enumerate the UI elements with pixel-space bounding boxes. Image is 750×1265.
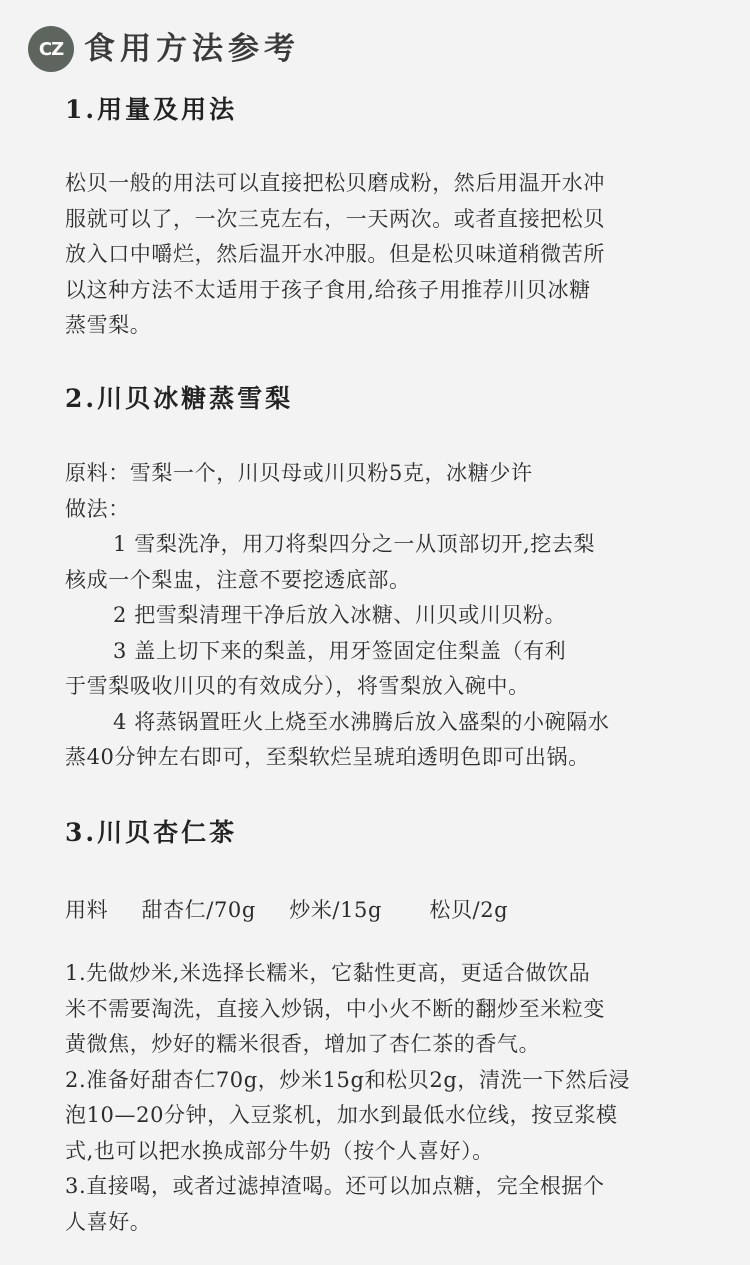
section-3-line: 米不需要淘洗，直接入炒锅，中小火不断的翻炒至米粒变 — [65, 996, 605, 1021]
ingredient-item: 松贝/2g — [429, 898, 509, 922]
section-2-ingredients: 原料：雪梨一个，川贝母或川贝粉5克，冰糖少许 — [65, 461, 533, 485]
section-3-line: 黄微焦，炒好的糯米很香，增加了杏仁茶的香气。 — [65, 1032, 541, 1056]
ingredient-item: 甜杏仁/70g — [141, 898, 256, 922]
header — [28, 24, 300, 74]
section-2-step: 2 把雪梨清理干净后放入冰糖、川贝或川贝粉。 — [113, 603, 567, 627]
section-3-line: 3.直接喝，或者过滤掉渣喝。还可以加点糖，完全根据个 — [65, 1174, 605, 1198]
section-3-ingredients — [65, 894, 508, 924]
section-2-method-label: 做法： — [65, 496, 130, 521]
brand-logo-text: CZ — [38, 38, 64, 60]
section-2-step: 于雪梨吸收川贝的有效成分），将雪梨放入碗中。 — [65, 674, 530, 698]
section-3-title: 3.川贝杏仁茶 — [65, 818, 238, 847]
section-2-step: 4 将蒸锅置旺火上烧至水沸腾后放入盛梨的小碗隔水 — [113, 709, 610, 734]
section-1-line: 服就可以了，一次三克左右，一天两次。或者直接把松贝 — [65, 206, 605, 231]
section-3-line: 1.先做炒米,米选择长糯米，它黏性更高，更适合做饮品 — [65, 961, 591, 985]
section-3-line: 泡10—20分钟，入豆浆机，加水到最低水位线，按豆浆模 — [65, 1103, 618, 1127]
section-2-step: 1 雪梨洗净，用刀将梨四分之一从顶部切开,挖去梨 — [113, 532, 596, 556]
section-1-line: 以这种方法不太适用于孩子食用,给孩子用推荐川贝冰糖 — [65, 277, 591, 302]
section-2-step: 蒸40分钟左右即可，至梨软烂呈琥珀透明色即可出锅。 — [65, 745, 590, 769]
section-1-title: 1.用量及用法 — [65, 95, 238, 124]
section-3-body — [65, 956, 705, 1240]
section-1-line: 松贝一般的用法可以直接把松贝磨成粉，然后用温开水冲 — [65, 171, 605, 195]
ingredients-label: 用料 — [65, 898, 109, 922]
section-2-title: 2.川贝冰糖蒸雪梨 — [65, 384, 294, 413]
section-2-step: 核成一个梨盅，注意不要挖透底部。 — [65, 567, 411, 592]
section-2-body — [65, 456, 705, 776]
section-3-line: 2.准备好甜杏仁70g，炒米15g和松贝2g，清洗一下然后浸 — [65, 1067, 631, 1092]
section-3-line: 人喜好。 — [65, 1209, 152, 1234]
ingredient-item: 炒米/15g — [289, 898, 383, 922]
section-2-step: 3 盖上切下来的梨盖，用牙签固定住梨盖（有利 — [113, 638, 567, 663]
page-title: 食用方法参考 — [84, 30, 300, 67]
section-1-line: 放入口中嚼烂，然后温开水冲服。但是松贝味道稍微苦所 — [65, 242, 605, 266]
section-3-line: 式,也可以把水换成部分牛奶（按个人喜好）。 — [65, 1138, 494, 1163]
brand-logo — [28, 26, 74, 72]
section-1-body — [65, 166, 705, 344]
section-1-line: 蒸雪梨。 — [65, 313, 152, 337]
